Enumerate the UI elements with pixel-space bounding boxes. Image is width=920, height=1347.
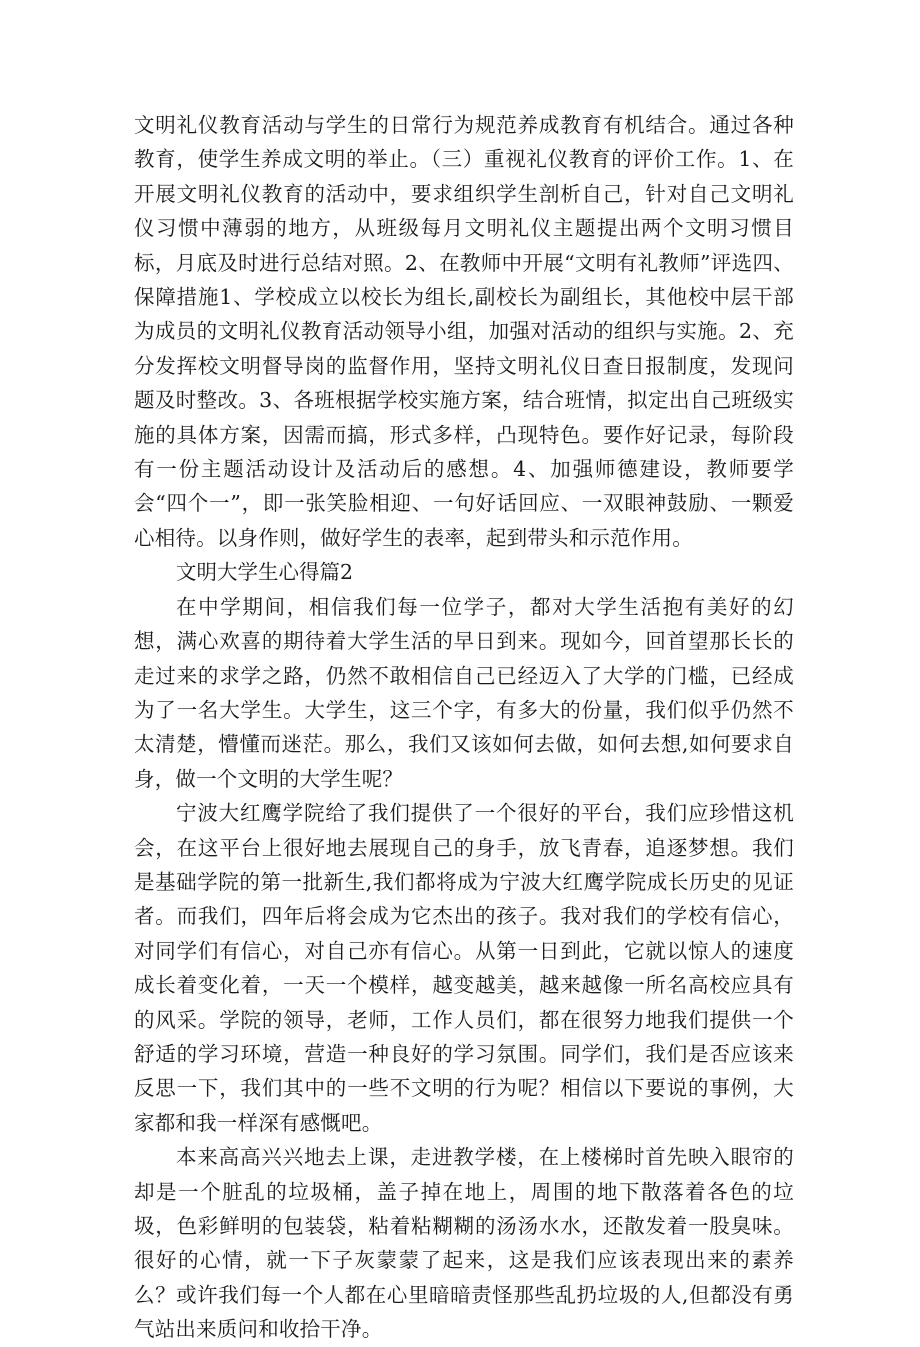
paragraph-2: 在中学期间，相信我们每一位学子，都对大学生活抱有美好的幻想，满心欢喜的期待着大学生活的早日到来。现如今，回首望那长长的走过来的求学之路，仍然不敢相信自己已经迈入了大学的门槛，已经成为了一名大学生。大学生，这三个字，有多大的份量，我们似乎仍然不太清楚，懵懂而迷茫。那么，我们又该如何去做，如何去想,如何要求自身，做一个文明的大学生呢？: [134, 594, 794, 791]
document-page: [134, 108, 794, 1347]
section-heading: 文明大学生心得篇2: [176, 560, 354, 585]
paragraph-1: 文明礼仪教育活动与学生的日常行为规范养成教育有机结合。通过各种教育，使学生养成文明的举止。（三）重视礼仪教育的评价工作。1、在开展文明礼仪教育的活动中，要求组织学生剖析自己，针对自己文明礼仪习惯中薄弱的地方，从班级每月文明礼仪主题提出两个文明习惯目标，月底及时进行总结对照。2、在教师中开展“文明有礼教师”评选四、保障措施1、学校成立以校长为组长,副校长为副组长，其他校中层干部为成员的文明礼仪教育活动领导小组，加强对活动的组织与实施。2、充分发挥校文明督导岗的监督作用，坚持文明礼仪日查日报制度，发现问题及时整改。3、各班根据学校实施方案，结合班情，拟定出自己班级实施的具体方案，因需而搞，形式多样，凸现特色。要作好记录，每阶段有一份主题活动设计及活动后的感想。4、加强师德建设，教师要学会“四个一”，即一张笑脸相迎、一句好话回应、一双眼神鼓励、一颗爱心相待。以身作则，做好学生的表率，起到带头和示范作用。: [134, 113, 794, 550]
paragraph-4: 本来高高兴兴地去上课，走进教学楼，在上楼梯时首先映入眼帘的却是一个脏乱的垃圾桶，盖子掉在地上，周围的地下散落着各色的垃圾，色彩鲜明的包装袋，粘着粘糊糊的汤汤水水，还散发着一股臭味。很好的心情，就一下子灰蒙蒙了起来，这是我们应该表现出来的素养么？或许我们每一个人都在心里暗暗责怪那些乱扔垃圾的人,但都没有勇气站出来质问和收拾干净。: [134, 1145, 794, 1342]
paragraph-3: 宁波大红鹰学院给了我们提供了一个很好的平台，我们应珍惜这机会，在这平台上很好地去展现自己的身手，放飞青春，追逐梦想。我们是基础学院的第一批新生,我们都将成为宁波大红鹰学院成长历史的见证者。而我们，四年后将会成为它杰出的孩子。我对我们的学校有信心，对同学们有信心，对自己亦有信心。从第一日到此，它就以惊人的速度成长着变化着，一天一个模样，越变越美，越来越像一所名高校应具有的风采。学院的领导，老师，工作人员们，都在很努力地我们提供一个舒适的学习环境，营造一种良好的学习氛围。同学们，我们是否应该来反思一下，我们其中的一些不文明的行为呢？相信以下要说的事例，大家都和我一样深有感慨吧。: [134, 801, 794, 1135]
